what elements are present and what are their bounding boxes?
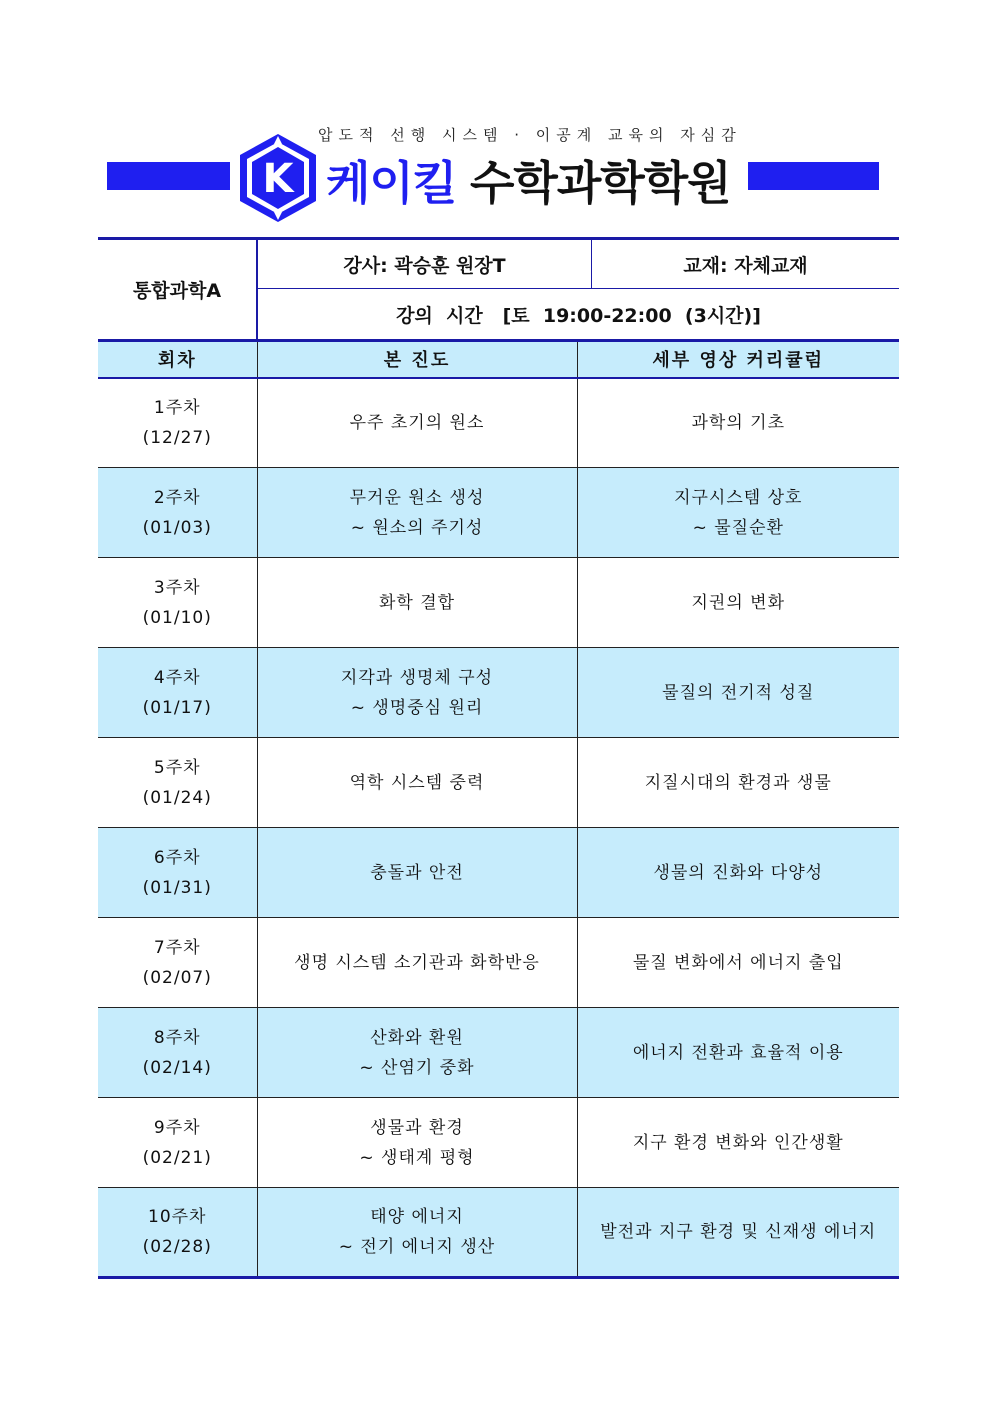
progress-cell [257,648,577,738]
progress-line: ~ 전기 에너지 생산 [338,1237,496,1257]
week-label: 7주차 [153,937,201,958]
header-progress: 본 진도 [257,341,577,378]
brand-name-secondary: 수학과학학원 [470,156,731,210]
progress-line: ~ 산염기 중화 [359,1057,475,1078]
week-label: 1주차 [153,397,201,418]
week-cell [98,648,257,738]
week-cell [98,558,257,648]
week-date: (02/14) [142,1057,212,1078]
week-date: (01/03) [142,517,212,538]
week-date: (01/31) [142,877,212,898]
course-info-table [98,237,899,339]
progress-line: 태양 에너지 [370,1207,464,1227]
curriculum-line: ~ 물질순환 [692,517,784,538]
curriculum-cell [577,648,899,738]
table-row [98,468,899,558]
week-cell [98,1098,257,1188]
week-cell [98,468,257,558]
week-date: (01/10) [142,607,212,628]
week-date: (02/07) [142,967,212,988]
week-label: 9주차 [153,1117,201,1138]
curriculum-line: 에너지 전환과 효율적 이용 [632,1042,844,1063]
week-label: 2주차 [153,487,201,508]
curriculum-cell [577,828,899,918]
table-header-row [98,341,899,378]
week-label: 5주차 [153,757,201,778]
table-row [98,1188,899,1278]
curriculum-line: 지권의 변화 [691,592,785,613]
curriculum-cell [577,558,899,648]
logo-letter: K [262,156,294,202]
week-date: (12/27) [142,427,212,448]
week-date: (01/24) [142,787,212,808]
header-curriculum: 세부 영상 커리큘럼 [577,341,899,378]
week-date: (02/28) [142,1237,212,1257]
week-cell [98,378,257,468]
table-row [98,828,899,918]
curriculum-cell [577,378,899,468]
week-label: 4주차 [153,667,201,688]
week-cell [98,738,257,828]
week-cell [98,1008,257,1098]
progress-line: 우주 초기의 원소 [349,412,485,433]
brand-name-primary: 케이킬 [326,156,457,210]
table-row [98,378,899,468]
curriculum-cell [577,1188,899,1278]
curriculum-cell [577,918,899,1008]
table-row [98,648,899,738]
curriculum-line: 지질시대의 환경과 생물 [644,772,832,793]
progress-cell [257,1188,577,1278]
slogan: 압도적 선행 시스템 · 이공계 교육의 자심감 [318,126,742,144]
academy-header [0,0,992,235]
curriculum-line: 과학의 기초 [691,412,785,433]
progress-line: 화학 결합 [378,592,456,613]
progress-line: 무거운 원소 생성 [349,487,485,508]
progress-line: 지각과 생명체 구성 [340,667,494,688]
textbook-cell: 교재: 자체교재 [592,240,899,289]
table-row [98,558,899,648]
table-row [98,1098,899,1188]
progress-cell [257,378,577,468]
header-bar-left [107,162,230,190]
curriculum-cell [577,738,899,828]
teacher-cell: 강사: 곽승훈 원장T [258,240,592,289]
curriculum-line: 물질 변화에서 에너지 출입 [632,952,844,973]
header-week: 회차 [98,341,257,378]
curriculum-line: 지구시스템 상호 [674,487,803,508]
table-row [98,918,899,1008]
progress-cell [257,558,577,648]
progress-cell [257,1008,577,1098]
course-name: 통합과학A [98,240,258,339]
progress-cell [257,828,577,918]
week-cell [98,1188,257,1278]
week-cell [98,828,257,918]
curriculum-line: 물질의 전기적 성질 [662,682,815,703]
curriculum-line: 지구 환경 변화와 인간생활 [632,1132,844,1153]
progress-line: ~ 생태계 평형 [359,1147,475,1168]
curriculum-cell [577,468,899,558]
progress-line: 충돌과 안전 [370,862,464,883]
curriculum-line: 발전과 지구 환경 및 신재생 에너지 [600,1222,877,1242]
week-label: 10주차 [148,1207,207,1227]
progress-cell [257,468,577,558]
curriculum-line: 생물의 진화와 다양성 [653,862,824,883]
k-logo-icon [236,132,320,224]
schedule-table [98,339,899,1279]
progress-line: 역학 시스템 중력 [349,772,485,793]
progress-cell [257,918,577,1008]
header-bar-right [748,162,879,190]
progress-cell [257,738,577,828]
table-row [98,738,899,828]
table-row [98,1008,899,1098]
lecture-time-cell: 강의 시간 [토 19:00-22:00 (3시간)] [396,304,761,327]
week-date: (02/21) [142,1147,212,1168]
progress-line: ~ 원소의 주기성 [350,517,484,538]
week-label: 3주차 [153,577,201,598]
week-date: (01/17) [142,697,212,718]
week-label: 6주차 [153,847,201,868]
curriculum-cell [577,1098,899,1188]
curriculum-cell [577,1008,899,1098]
progress-line: 생물과 환경 [370,1117,464,1138]
progress-line: 생명 시스템 소기관과 화학반응 [294,952,540,973]
progress-line: 산화와 환원 [370,1027,464,1048]
progress-line: ~ 생명중심 원리 [350,697,484,718]
progress-cell [257,1098,577,1188]
week-cell [98,918,257,1008]
week-label: 8주차 [153,1027,201,1048]
